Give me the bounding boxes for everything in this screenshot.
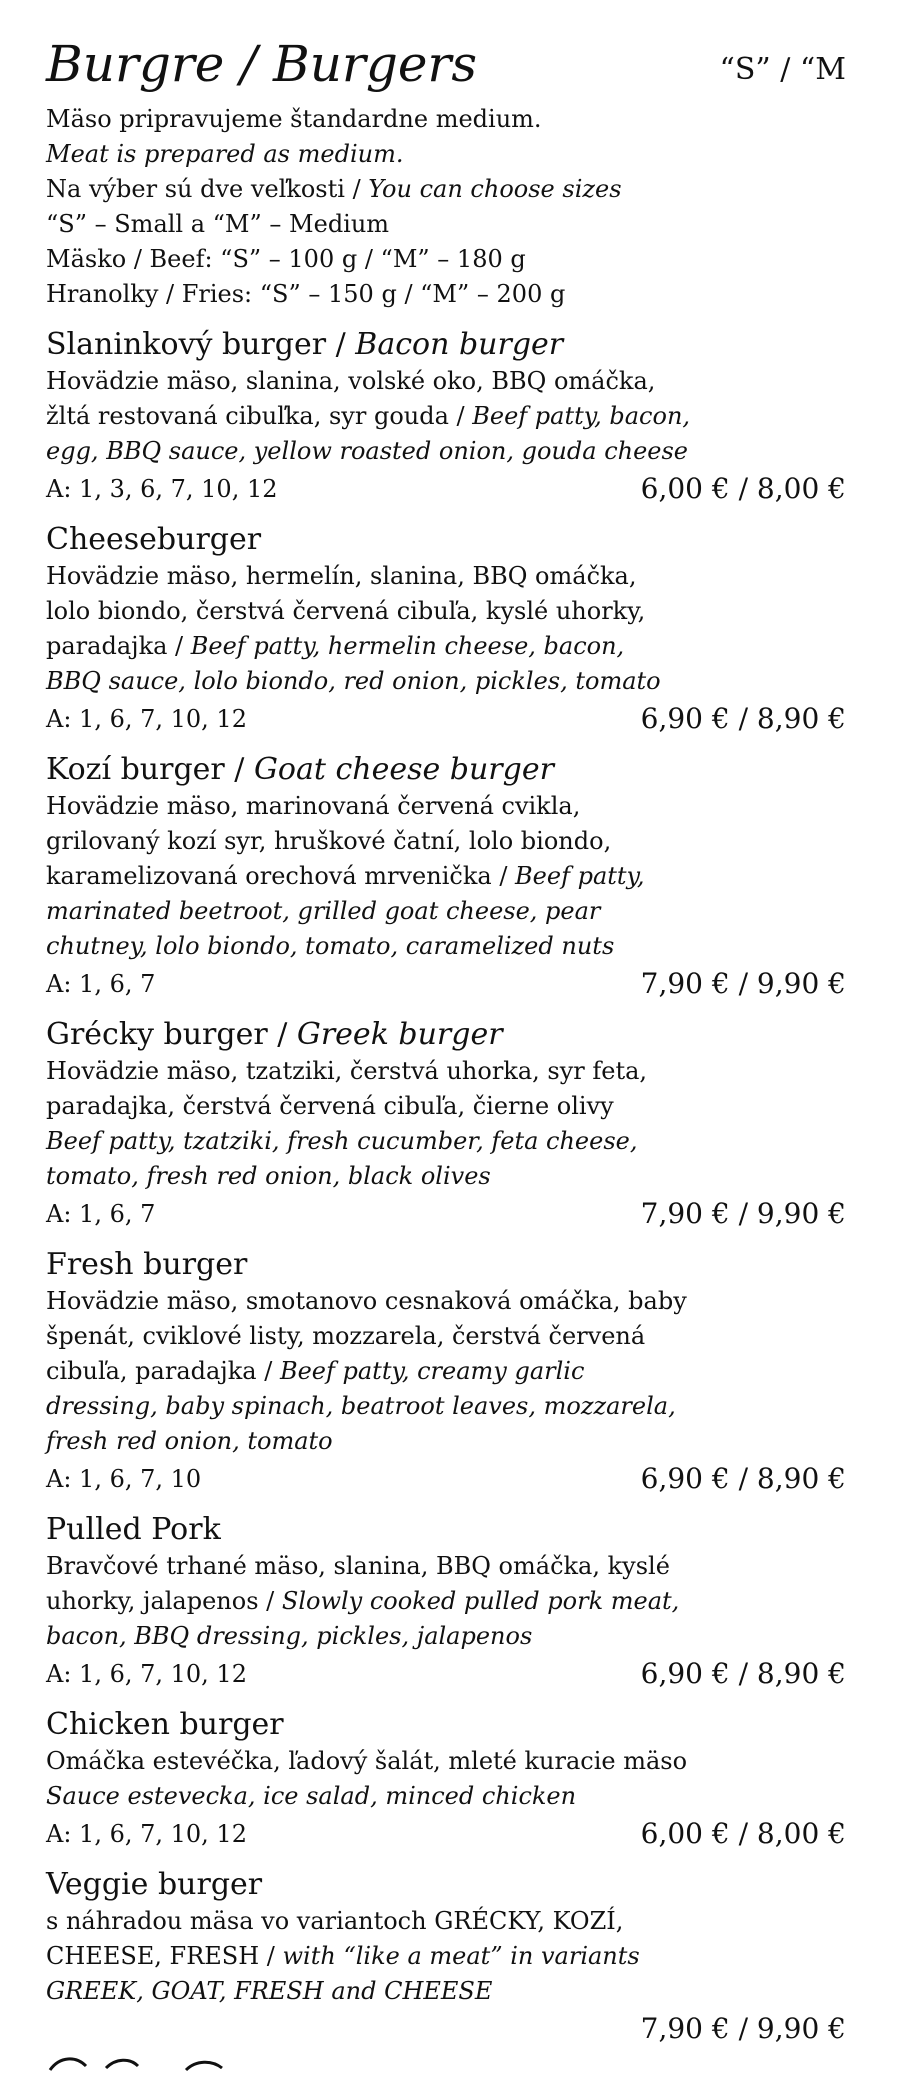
item-meta — [46, 1196, 846, 1232]
description-line — [46, 594, 846, 629]
item-name-en: Greek burger — [296, 1017, 503, 1052]
item-name-sk: Pulled Pork — [46, 1512, 221, 1547]
menu-item — [46, 521, 846, 737]
item-name — [46, 521, 846, 559]
description-text-en: Beef patty, — [515, 862, 645, 890]
menu-item — [46, 1016, 846, 1232]
item-meta — [46, 701, 846, 737]
intro-line: Mäso pripravujeme štandardne medium. — [46, 105, 542, 133]
description-line — [46, 859, 846, 894]
description-text-en: Beef patty, creamy garlic — [279, 1357, 585, 1385]
allergens: A: 1, 6, 7, 10, 12 — [46, 1820, 247, 1848]
description-text-en: marinated beetroot, grilled goat cheese, pear — [46, 897, 601, 925]
menu-item — [46, 751, 846, 1002]
item-description — [46, 789, 846, 964]
allergens: A: 1, 3, 6, 7, 10, 12 — [46, 475, 278, 503]
description-text-en: Beef patty, bacon, — [472, 402, 691, 430]
item-name-en: Goat cheese burger — [253, 752, 554, 787]
allergens: A: 1, 6, 7, 10 — [46, 1465, 202, 1493]
description-line — [46, 1054, 846, 1089]
intro-line: Hranolky / Fries: “S” – 150 g / “M” – 200 g — [46, 280, 566, 308]
menu-item — [46, 1706, 846, 1852]
menu-item — [46, 1866, 846, 2047]
description-text-sk: Hovädzie mäso, hermelín, slanina, BBQ omáčka, — [46, 562, 637, 590]
item-name — [46, 1016, 846, 1054]
description-text-sk: Hovädzie mäso, slanina, volské oko, BBQ omáčka, — [46, 367, 656, 395]
description-line — [46, 1904, 846, 1939]
description-text-en: bacon, BBQ dressing, pickles, jalapenos — [46, 1622, 533, 1650]
description-line — [46, 1124, 846, 1159]
item-name-sk: Cheeseburger — [46, 522, 262, 557]
item-name — [46, 326, 846, 364]
item-meta — [46, 966, 846, 1002]
description-line — [46, 664, 846, 699]
description-text-en: Beef patty, hermelin cheese, bacon, — [190, 632, 625, 660]
intro-text-en: You can choose sizes — [368, 175, 622, 203]
description-text-sk: paradajka, čerstvá červená cibuľa, čierne olivy — [46, 1092, 614, 1120]
description-text-en: tomato, fresh red onion, black olives — [46, 1162, 491, 1190]
allergens: A: 1, 6, 7, 10, 12 — [46, 1660, 247, 1688]
section-title: Burgre / Burgers — [46, 35, 477, 93]
item-meta — [46, 1461, 846, 1497]
description-text-sk: uhorky, jalapenos / — [46, 1587, 282, 1615]
description-line — [46, 1389, 846, 1424]
item-description — [46, 1904, 846, 2009]
description-text-en: Slowly cooked pulled pork meat, — [281, 1587, 680, 1615]
intro-line: “S” – Small a “M” – Medium — [46, 210, 390, 238]
description-text-sk: karamelizovaná orechová mrvenička / — [46, 862, 516, 890]
price: 6,90 € / 8,90 € — [640, 702, 846, 735]
menu-page — [46, 28, 846, 2047]
menu-item — [46, 1246, 846, 1497]
price: 6,00 € / 8,00 € — [640, 1817, 846, 1850]
description-text-sk: žltá restovaná cibuľka, syr gouda / — [46, 402, 473, 430]
description-line — [46, 399, 846, 434]
description-line — [46, 364, 846, 399]
item-name — [46, 1246, 846, 1284]
allergens: A: 1, 6, 7, 10, 12 — [46, 705, 247, 733]
description-text-sk: Bravčové trhané mäso, slanina, BBQ omáčka, kyslé — [46, 1552, 670, 1580]
allergens: A: 1, 6, 7 — [46, 1200, 156, 1228]
item-description — [46, 364, 846, 469]
description-text-en: Beef patty, tzatziki, fresh cucumber, feta cheese, — [46, 1127, 638, 1155]
item-description — [46, 1549, 846, 1654]
description-line — [46, 1779, 846, 1814]
price: 6,00 € / 8,00 € — [640, 472, 846, 505]
description-line — [46, 894, 846, 929]
description-text-sk: CHEESE, FRESH / — [46, 1942, 283, 1970]
item-name-sk: Kozí burger / — [46, 752, 254, 787]
item-meta — [46, 2011, 846, 2047]
item-description — [46, 1054, 846, 1194]
description-line — [46, 1939, 846, 1974]
description-text-en: chutney, lolo biondo, tomato, caramelized nuts — [46, 932, 615, 960]
description-line — [46, 559, 846, 594]
description-text-en: dressing, baby spinach, beatroot leaves, mozzarela, — [46, 1392, 676, 1420]
item-name-sk: Fresh burger — [46, 1247, 248, 1282]
description-line — [46, 1549, 846, 1584]
description-text-en: GREEK, GOAT, FRESH and CHEESE — [46, 1977, 493, 2005]
description-text-sk: špenát, cviklové listy, mozzarela, čerstvá červená — [46, 1322, 646, 1350]
size-columns-label: “S” / “M — [719, 52, 846, 87]
item-meta — [46, 1656, 846, 1692]
intro-line: Mäsko / Beef: “S” – 100 g / “M” – 180 g — [46, 245, 526, 273]
description-line — [46, 1619, 846, 1654]
description-line — [46, 1159, 846, 1194]
description-text-en: with “like a meat” in variants — [282, 1942, 640, 1970]
description-text-sk: s náhradou mäsa vo variantoch GRÉCKY, KOZÍ, — [46, 1907, 624, 1935]
description-text-en: fresh red onion, tomato — [46, 1427, 333, 1455]
item-description — [46, 1744, 846, 1814]
description-text-sk: paradajka / — [46, 632, 191, 660]
item-name-sk: Veggie burger — [46, 1867, 263, 1902]
item-meta — [46, 1816, 846, 1852]
menu-header — [46, 28, 846, 94]
item-name-sk: Chicken burger — [46, 1707, 284, 1742]
item-name — [46, 1706, 846, 1744]
menu-item — [46, 1511, 846, 1692]
description-text-sk: cibuľa, paradajka / — [46, 1357, 280, 1385]
menu-items-list — [46, 326, 846, 2047]
price: 6,90 € / 8,90 € — [640, 1462, 846, 1495]
description-line — [46, 629, 846, 664]
item-name-sk: Slaninkový burger / — [46, 327, 356, 362]
description-line — [46, 1089, 846, 1124]
item-description — [46, 559, 846, 699]
price: 7,90 € / 9,90 € — [640, 2012, 846, 2045]
description-line — [46, 824, 846, 859]
description-text-sk: Hovädzie mäso, smotanovo cesnaková omáčka, baby — [46, 1287, 687, 1315]
description-line — [46, 1354, 846, 1389]
description-line — [46, 929, 846, 964]
description-text-sk: grilovaný kozí syr, hruškové čatní, lolo biondo, — [46, 827, 612, 855]
item-name — [46, 1511, 846, 1549]
description-text-sk: Hovädzie mäso, tzatziki, čerstvá uhorka, syr feta, — [46, 1057, 648, 1085]
description-line — [46, 434, 846, 469]
menu-item — [46, 326, 846, 507]
allergens: A: 1, 6, 7 — [46, 970, 156, 998]
description-text-en: Sauce estevecka, ice salad, minced chicken — [46, 1782, 577, 1810]
description-line — [46, 1284, 846, 1319]
description-line — [46, 1974, 846, 2009]
description-line — [46, 1744, 846, 1779]
item-name — [46, 751, 846, 789]
description-text-sk: lolo biondo, čerstvá červená cibuľa, kyslé uhorky, — [46, 597, 646, 625]
price: 7,90 € / 9,90 € — [640, 1197, 846, 1230]
description-line — [46, 1424, 846, 1459]
item-description — [46, 1284, 846, 1459]
price: 7,90 € / 9,90 € — [640, 967, 846, 1000]
next-section-title-fragment-icon — [46, 2044, 246, 2074]
description-text-sk: Omáčka estevéčka, ľadový šalát, mleté kuracie mäso — [46, 1747, 688, 1775]
item-meta — [46, 471, 846, 507]
intro-line: Meat is prepared as medium. — [46, 140, 404, 168]
description-text-en: BBQ sauce, lolo biondo, red onion, pickles, tomato — [46, 667, 661, 695]
item-name-en: Bacon burger — [355, 327, 564, 362]
item-name-sk: Grécky burger / — [46, 1017, 297, 1052]
description-text-en: egg, BBQ sauce, yellow roasted onion, gouda cheese — [46, 437, 689, 465]
description-line — [46, 789, 846, 824]
intro-line — [46, 172, 846, 207]
description-text-sk: Hovädzie mäso, marinovaná červená cvikla, — [46, 792, 581, 820]
price: 6,90 € / 8,90 € — [640, 1657, 846, 1690]
description-line — [46, 1319, 846, 1354]
intro-text-sk: Na výber sú dve veľkosti / — [46, 175, 369, 203]
intro-notes — [46, 102, 846, 312]
description-line — [46, 1584, 846, 1619]
item-name — [46, 1866, 846, 1904]
